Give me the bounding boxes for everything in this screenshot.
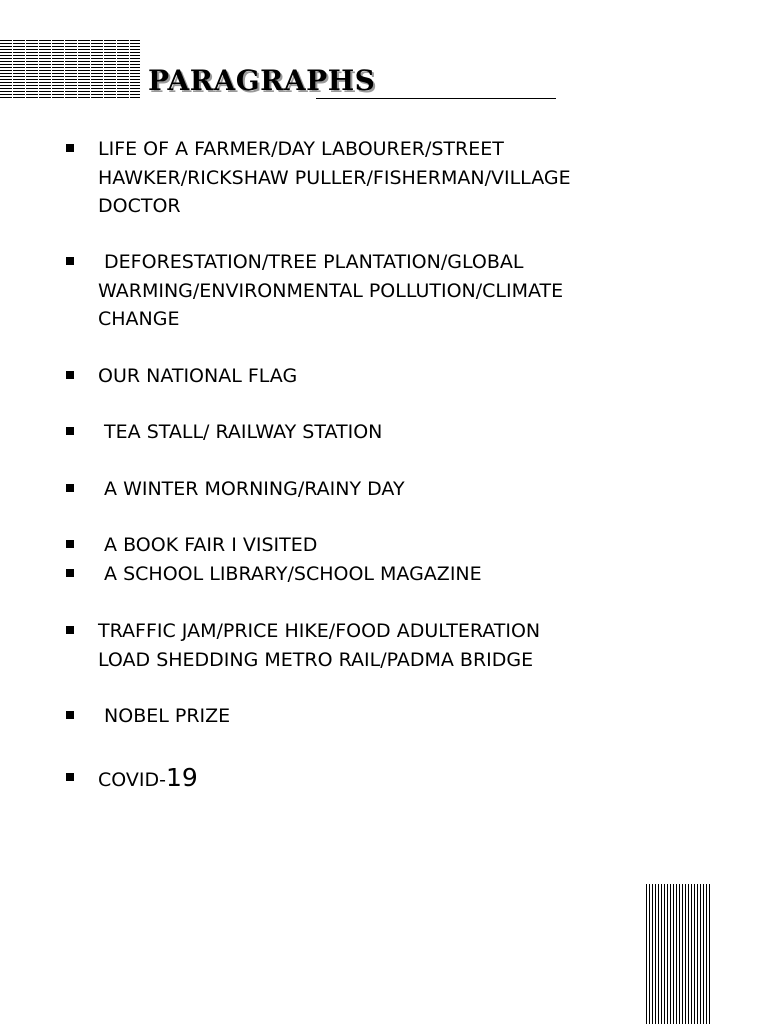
topic-text: LIFE OF A FARMER/DAY LABOURER/STREET HAWKER/RICKSHAW PULLER/FISHERMAN/VILLAGE DOCTOR <box>98 138 571 217</box>
bullet-square-icon <box>66 773 74 781</box>
list-item <box>66 475 646 504</box>
topic-text: TRAFFIC JAM/PRICE HIKE/FOOD ADULTERATION LOAD SHEDDING METRO RAIL/PADMA BRIDGE <box>98 620 541 671</box>
topic-text: A SCHOOL LIBRARY/SCHOOL MAGAZINE <box>98 563 482 585</box>
list-item <box>66 560 646 589</box>
bullet-square-icon <box>66 427 74 435</box>
list-item <box>66 702 646 731</box>
list-item <box>66 531 646 560</box>
topic-text: A WINTER MORNING/RAINY DAY <box>98 478 405 500</box>
topic-text: NOBEL PRIZE <box>98 705 231 727</box>
header-stripe-decoration <box>0 40 140 98</box>
topic-text: DEFORESTATION/TREE PLANTATION/GLOBAL WARMING/ENVIRONMENTAL POLLUTION/CLIMATE CHANGE <box>98 251 564 330</box>
bullet-square-icon <box>66 257 74 265</box>
topic-text: OUR NATIONAL FLAG <box>98 365 298 387</box>
list-item <box>66 362 646 391</box>
list-item <box>66 764 646 795</box>
title-underline <box>316 98 556 99</box>
bullet-square-icon <box>66 540 74 548</box>
topic-text: COVID-19 <box>98 763 198 792</box>
page-title: PARAGRAPHS <box>148 64 376 97</box>
bullet-square-icon <box>66 569 74 577</box>
bullet-square-icon <box>66 711 74 719</box>
bullet-square-icon <box>66 371 74 379</box>
list-item <box>66 418 646 447</box>
topic-text: TEA STALL/ RAILWAY STATION <box>98 421 383 443</box>
bullet-square-icon <box>66 626 74 634</box>
topic-text: A BOOK FAIR I VISITED <box>98 534 318 556</box>
barcode-stripe-decoration <box>646 884 710 1024</box>
list-item <box>66 617 646 674</box>
list-item <box>66 135 646 221</box>
list-item <box>66 248 646 334</box>
bullet-square-icon <box>66 484 74 492</box>
bullet-square-icon <box>66 144 74 152</box>
